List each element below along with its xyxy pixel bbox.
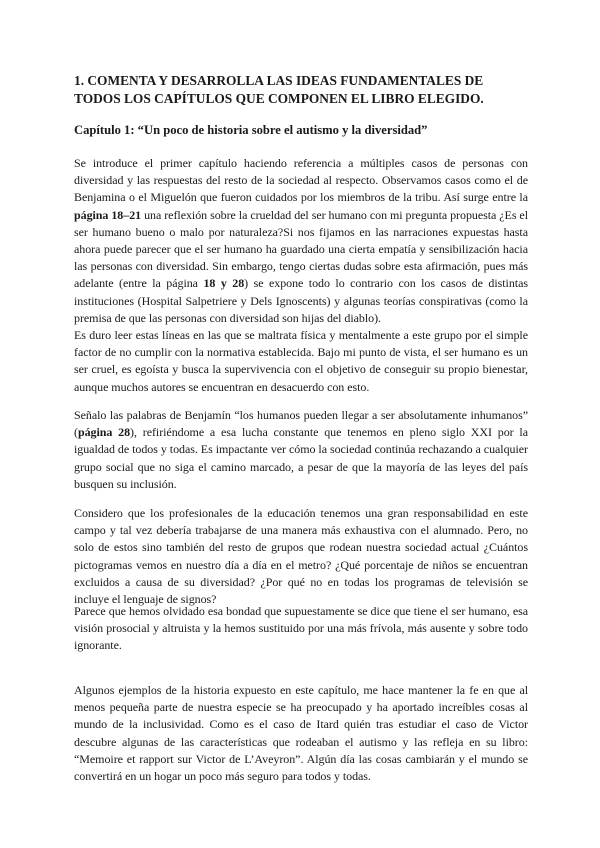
page-reference-28: página 28 (77, 425, 131, 440)
page-reference-18-28: 18 y 28 (203, 276, 245, 291)
chapter-title: Capítulo 1: “Un poco de historia sobre el autismo y la diversidad” (74, 123, 428, 137)
paragraph-1-text-b: una reflexión sobre la crueldad del ser humano con mi pregunta propuesta ¿Es el ser humano bueno o malo por naturaleza?Si nos fijamos en las narraciones expuestas hasta ahora puede parecer que el ser humano ha guardado una cierta empatía y sensibilización hacia las personas con diversidad. Sin embargo, tengo ciertas dudas sobre esta afirmación, pues más adelante (entre la página (74, 207, 528, 291)
paragraph-1 (74, 155, 528, 327)
paragraph-1-text-c: ) se expone todo lo contrario con los casos de distintas instituciones (Hospital Salpetriere y Dels Ignoscents) y algunas teorías conspirativas (como la premisa de que las personas con diversidad son hijas del diablo). (74, 276, 528, 325)
paragraph-2: Es duro leer estas líneas en las que se maltrata física y mentalmente a este grupo por el simple factor de no cumplir con la normativa establecida. Bajo mi punto de vista, el ser humano es un ser cruel, es egoísta y busca la supervivencia con el objetivo de conseguir su propio bienestar, aunque muchos autores se encuentran en desacuerdo con esto. (74, 328, 528, 394)
page-reference-18-21: página 18–21 (74, 207, 142, 222)
paragraph-3-text-a: Señalo las palabras de Benjamín “los humanos pueden llegar a ser absolutamente inhumanos” ( (74, 408, 528, 440)
paragraph-6: Algunos ejemplos de la historia expuesto en este capítulo, me hace mantener la fe en que al menos pequeña parte de nuestra especie se ha preocupado y ha aportado increíbles cosas al mundo de la inclusividad. Como es el caso de Itard quién tras estudiar el caso de Victor descubre algunas de las características que rodeaban el autismo y las refleja en su libro: “Memoire et rapport sur Victor de L’Aveyron”. Algún día las cosas cambiarán y el mundo se convertirá en un hogar un poco más seguro para todos y todas. (74, 683, 528, 784)
paragraph-4: Considero que los profesionales de la educación tenemos una gran responsabilidad en este campo y tal vez debería trabajarse de una manera más exhaustiva con el alumnado. Pero, no solo de estos sino también del resto de grupos que rodean nuestra sociedad actual ¿Cuántos pictogramas vemos en nuestro día a día en el metro? ¿Qué porcentaje de niños se encuentran excluidos a causa de su diversidad? ¿Por qué no en todas los programas de televisión se incluye el lenguaje de signos? (74, 506, 528, 607)
paragraph-1-text-a: Se introduce el primer capítulo haciendo referencia a múltiples casos de personas con diversidad y las respuestas del resto de la sociedad al respecto. Observamos casos como el de Benjamina o el Miguelón que fueron cuidados por los miembros de la tribu. Así surge entre la (74, 156, 528, 205)
paragraph-5: Parece que hemos olvidado esa bondad que supuestamente se dice que tiene el ser humano, esa visión prosocial y altruista y la hemos sustituido por una más frívola, más ausente y sobre todo ignorante. (74, 604, 528, 653)
paragraph-3 (74, 407, 528, 493)
paragraph-3-text-b: ), refiriéndome a esa lucha constante que tenemos en pleno siglo XXI por la igualdad de todos y todas. Es impactante ver cómo la sociedad continúa rechazando a cualquier grupo social que no siga el camino marcado, a pesar de que la mayoría de las leyes del país busquen su inclusión. (74, 425, 528, 491)
section-heading: 1. COMENTA Y DESARROLLA LAS IDEAS FUNDAMENTALES DE TODOS LOS CAPÍTULOS QUE COMPONEN EL LIBRO ELEGIDO. (74, 73, 484, 106)
